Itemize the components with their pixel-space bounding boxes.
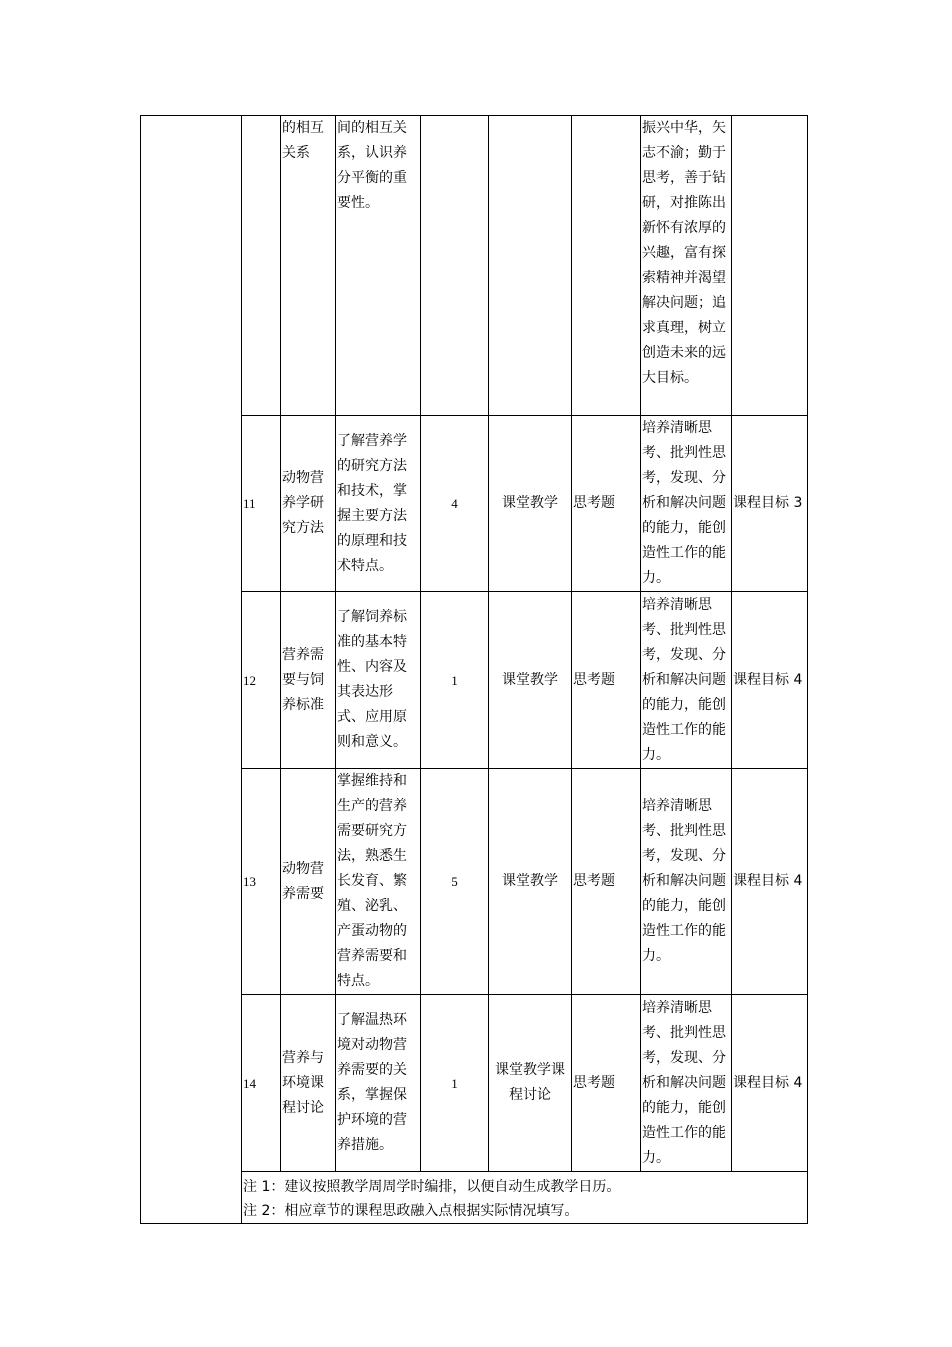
- goal-cell: 课程目标 3: [732, 416, 808, 592]
- hours-cell: 4: [421, 416, 489, 592]
- method-cell: [489, 116, 572, 416]
- hours-cell: 1: [421, 592, 489, 769]
- content-cell: 了解营养学的研究方法和技术，掌握主要方法的原理和技术特点。: [336, 416, 421, 592]
- table-row-continued: [141, 116, 808, 416]
- method-cell: 课堂教学: [489, 592, 572, 769]
- content-cell: 掌握维持和生产的营养需要研究方法，熟悉生长发育、繁殖、泌乳、产蛋动物的营养需要和特点。: [336, 769, 421, 995]
- note-1: 注 1：建议按照教学周周学时编排，以便自动生成教学日历。: [243, 1179, 621, 1195]
- chapter-cell: 营养需要与饲养标准: [281, 592, 336, 769]
- row-no-cell: 11: [242, 416, 281, 592]
- chapter-cell: 的相互关系: [281, 116, 336, 416]
- hours-cell: [421, 116, 489, 416]
- teaching-schedule-table: [140, 115, 808, 1224]
- content-cell: 了解饲养标准的基本特性、内容及其表达形式、应用原则和意义。: [336, 592, 421, 769]
- category-cell: [141, 116, 242, 1224]
- row-no-cell: [242, 116, 281, 416]
- ideology-cell: 培养清晰思考、批判性思考，发现、分析和解决问题的能力，能创造性工作的能力。: [641, 592, 732, 769]
- table-row: [141, 592, 808, 769]
- homework-cell: 思考题: [572, 592, 641, 769]
- chapter-cell: 营养与环境课程讨论: [281, 995, 336, 1172]
- notes-row: [141, 1172, 808, 1224]
- ideology-cell: 振兴中华，矢志不渝；勤于思考，善于钻研，对推陈出新怀有浓厚的兴趣，富有探索精神并渴望解决问题；追求真理，树立创造未来的远大目标。: [641, 116, 732, 416]
- ideology-cell: 培养清晰思考、批判性思考，发现、分析和解决问题的能力，能创造性工作的能力。: [641, 769, 732, 995]
- homework-cell: 思考题: [572, 416, 641, 592]
- row-no-cell: 12: [242, 592, 281, 769]
- table-row: [141, 416, 808, 592]
- content-cell: 间的相互关系，认识养分平衡的重要性。: [336, 116, 421, 416]
- notes-cell: [242, 1172, 808, 1224]
- homework-cell: 思考题: [572, 769, 641, 995]
- row-no-cell: 14: [242, 995, 281, 1172]
- note-2: 注 2：相应章节的课程思政融入点根据实际情况填写。: [243, 1203, 579, 1219]
- ideology-cell: 培养清晰思考、批判性思考，发现、分析和解决问题的能力，能创造性工作的能力。: [641, 995, 732, 1172]
- chapter-cell: 动物营养需要: [281, 769, 336, 995]
- method-cell: 课堂教学: [489, 416, 572, 592]
- homework-cell: 思考题: [572, 995, 641, 1172]
- table-row: [141, 995, 808, 1172]
- goal-cell: 课程目标 4: [732, 769, 808, 995]
- homework-cell: [572, 116, 641, 416]
- goal-cell: 课程目标 4: [732, 995, 808, 1172]
- hours-cell: 5: [421, 769, 489, 995]
- hours-cell: 1: [421, 995, 489, 1172]
- content-cell: 了解温热环境对动物营养需要的关系，掌握保护环境的营养措施。: [336, 995, 421, 1172]
- ideology-cell: 培养清晰思考、批判性思考，发现、分析和解决问题的能力，能创造性工作的能力。: [641, 416, 732, 592]
- goal-cell: 课程目标 4: [732, 592, 808, 769]
- method-cell: 课堂教学课程讨论: [489, 995, 572, 1172]
- table-row: [141, 769, 808, 995]
- goal-cell: [732, 116, 808, 416]
- chapter-cell: 动物营养学研究方法: [281, 416, 336, 592]
- row-no-cell: 13: [242, 769, 281, 995]
- method-cell: 课堂教学: [489, 769, 572, 995]
